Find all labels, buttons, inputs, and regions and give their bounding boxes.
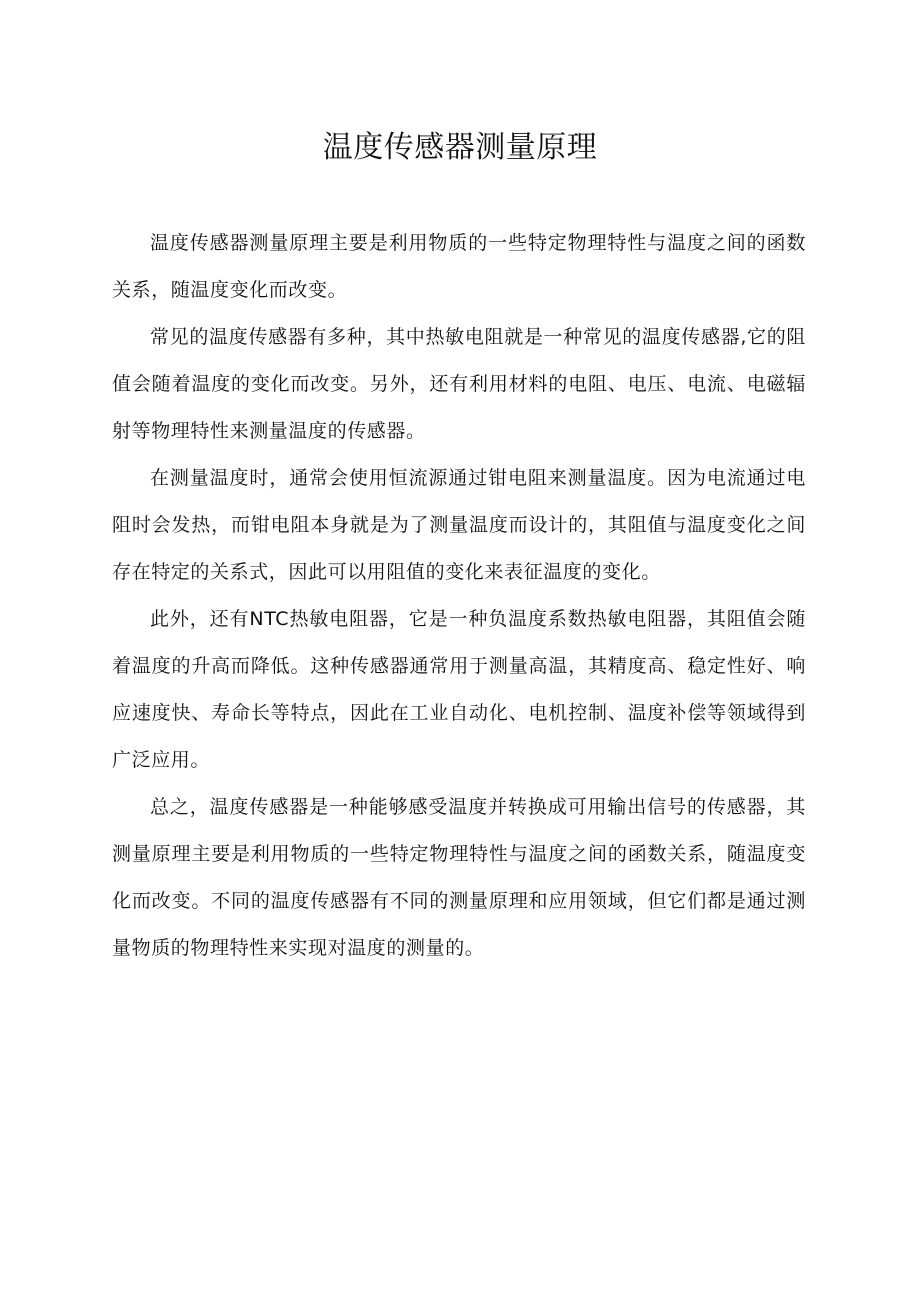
document-body [112, 220, 806, 972]
paragraph-measurement-method: 在测量温度时，通常会使用恒流源通过钳电阻来测量温度。因为电流通过电阻时会发热，而钳电阻本身就是为了测量温度而设计的，其阻值与温度变化之间存在特定的关系式，因此可以用阻值的变化来表征温度的变化。 [112, 467, 806, 583]
page-title: 温度传感器测量原理 [322, 130, 598, 165]
paragraph-ntc-thermistor: 此外，还有NTC热敏电阻器，它是一种负温度系数热敏电阻器，其阻值会随着温度的升高而降低。这种传感器通常用于测量高温，其精度高、稳定性好、响应速度快、寿命长等特点，因此在工业自动化、电机控制、温度补偿等领域得到广泛应用。 [112, 608, 806, 771]
paragraph-summary: 总之，温度传感器是一种能够感受温度并转换成可用输出信号的传感器，其测量原理主要是利用物质的一些特定物理特性与温度之间的函数关系，随温度变化而改变。不同的温度传感器有不同的测量原理和应用领域，但它们都是通过测量物质的物理特性来实现对温度的测量的。 [112, 796, 806, 959]
paragraph-intro: 温度传感器测量原理主要是利用物质的一些特定物理特性与温度之间的函数关系，随温度变化而改变。 [112, 232, 806, 301]
paragraph-sensor-types: 常见的温度传感器有多种，其中热敏电阻就是一种常见的温度传感器,它的阻值会随着温度的变化而改变。另外，还有利用材料的电阻、电压、电流、电磁辐射等物理特性来测量温度的传感器。 [112, 326, 806, 442]
